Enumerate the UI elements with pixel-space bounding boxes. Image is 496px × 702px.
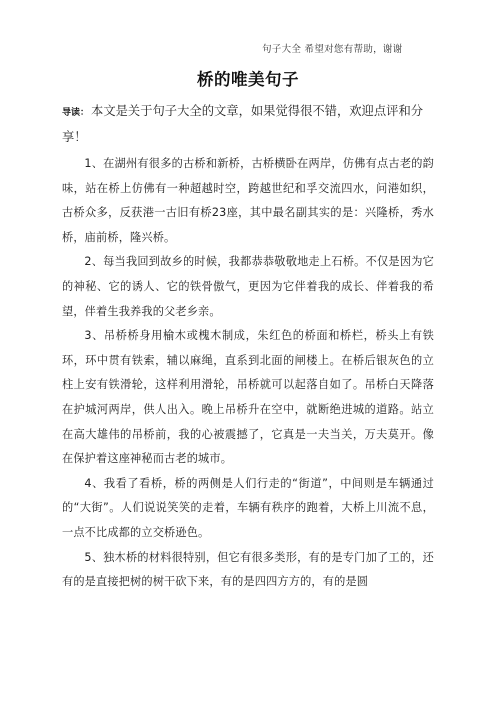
paragraph-4: 4、我看了看桥，桥的两侧是人们行走的“街道”，中间则是车辆通过的“大街”。人们说说笑笑的走着，车辆有秩序的跑着，大桥上川流不息，一点不比成都的立交桥逊色。 [62, 476, 434, 539]
article-body [62, 152, 434, 595]
intro-label: 导读： [62, 108, 90, 118]
paragraph-1: 1、在湖州有很多的古桥和新桥，古桥横卧在两岸，仿佛有点古老的韵味，站在桥上仿佛有一种超越时空，跨越世纪和孚交流四水，问港如织，古桥众多，反获港一古旧有桥23座，其中最名副其实的是：兴隆桥，秀水桥，庙前桥，隆兴桥。 [62, 157, 434, 244]
paragraph-3: 3、吊桥桥身用榆木或槐木制成，朱红色的桥面和桥栏，桥头上有铁环，环中贯有铁索，辅以麻绳，直系到北面的闸楼上。在桥后银灰色的立柱上安有铁滑轮，这样利用滑轮，吊桥就可以起落自如了。吊桥白天降落在护城河两岸，供人出入。晚上吊桥升在空中，就断绝进城的道路。站立在高大雄伟的吊桥前，我的心被震撼了，它真是一夫当关，万夫莫开。像在保护着这座神秘而古老的城市。 [62, 329, 434, 466]
document-title: 桥的唯美句子 [197, 70, 299, 89]
intro-block [62, 99, 434, 149]
paragraph-5: 5、独木桥的材料很特别，但它有很多类形，有的是专门加了工的，还有的是直接把树的树干砍下来，有的是四四方方的，有的是圆 [62, 550, 434, 589]
page-header: 句子大全 希望对您有帮助，谢谢 [262, 44, 403, 55]
paragraph-2: 2、每当我回到故乡的时候，我都恭恭敬敬地走上石桥。不仅是因为它的神秘、它的诱人、它的铁骨傲气，更因为它伴着我的成长、伴着我的希望，伴着生我养我的父老乡亲。 [62, 255, 434, 318]
intro-text: 本文是关于句子大全的文章，如果觉得很不错，欢迎点评和分享！ [62, 104, 424, 144]
